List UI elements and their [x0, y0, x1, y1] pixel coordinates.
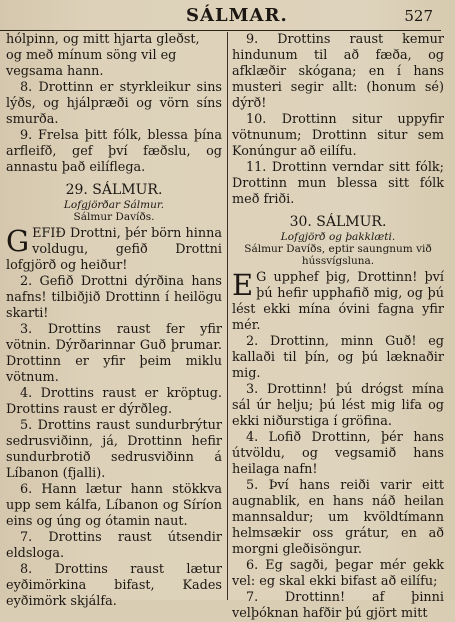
psalm-subtitle: Lofgjörðar Sálmur.: [63, 199, 165, 211]
running-title: SÁLMAR.: [186, 5, 288, 26]
psalm-opening: [6, 226, 222, 274]
verse: 7. Drottinn! af þinni velþóknan hafðir þú gjört mitt: [232, 590, 444, 621]
psalm-subtitle: Lofgjörð og þakklæti.: [280, 231, 396, 243]
verse: 10. Drottinn situr uppyfir vötnunum; Drottinn situr sem Konúngur að eilífu.: [232, 112, 444, 159]
verse: 3. Drottinn! þú drógst mína sál úr helju; þú lést mig lifa og ekki niðurstiga í gröfina.: [232, 382, 444, 429]
verse: 5. Því hans reiði varir eitt augnablik, en hans náð heilan mannsaldur; um kvöldtímann helmsækir oss grátur, en að morgni gleðisöngur.: [232, 478, 444, 557]
header-rule: [0, 30, 441, 31]
opening-text: G upphef þig, Drottinn! því þú hefir upphafið mig, og þú lést ekki mína óvini fagna yfir mér.: [232, 270, 444, 333]
verse: 9. Frelsa þitt fólk, blessa þína arfleifð, gef því fæðslu, og annastu það eilíflega.: [6, 128, 222, 175]
carryover-line: vegsama hann.: [6, 64, 104, 79]
carryover-line: og með mínum söng vil eg: [6, 48, 177, 63]
verse: 3. Drottins raust fer yfir vötnin. Dýrðarinnar Guð þrumar. Drottinn er yfir þeim miklu vötnum.: [6, 322, 222, 385]
carryover-line: hólpinn, og mitt hjarta gleðst,: [6, 32, 200, 47]
verse: 2. Gefið Drottni dýrðina hans nafns! tilbiðjið Drottinn í heilögu skarti!: [6, 274, 222, 321]
psalm-author: Sálmur Davíðs.: [73, 211, 155, 223]
column-divider: [227, 32, 228, 600]
page-number: 527: [404, 7, 433, 25]
drop-cap: G: [6, 224, 30, 258]
verse: 8. Drottins raust lætur eyðimörkina bifast, Kades eyðimörk skjálfa.: [6, 562, 222, 609]
page-header: [0, 3, 455, 29]
drop-cap: E: [232, 268, 254, 302]
verse: 4. Lofið Drottinn, þér hans útvöldu, og vegsamið hans heilaga nafn!: [232, 430, 444, 477]
verse: 7. Drottins raust útsendir eldsloga.: [6, 530, 222, 561]
verse: 6. Hann lætur hann stökkva upp sem kálfa, Líbanon og Síríon eins og úng og ótamin naut.: [6, 482, 222, 529]
verse: 2. Drottinn, minn Guð! eg kallaði til þín, og þú læknaðir mig.: [232, 334, 444, 381]
opening-text: EFIÐ Drottni, þér börn hinna voldugu, gefið Drottni lofgjörð og heiður!: [6, 226, 222, 273]
verse: 9. Drottins raust kemur hindunum til að fæða, og afklæðir skógana; en í hans musteri segir allt: (honum sé) dýrð!: [232, 32, 444, 111]
psalm-title: 30. SÁLMUR.: [289, 214, 387, 230]
verse: 5. Drottins raust sundurbrýtur sedrusviðinn, já, Drottinn hefir sundurbrotið sedrusviðinn á Líbanon (fjalli).: [6, 418, 222, 481]
verse: 6. Eg sagði, þegar mér gekk vel: eg skal ekki bifast að eilífu;: [232, 558, 444, 589]
verse: 11. Drottinn verndar sitt fólk; Drottinn mun blessa sitt fólk með friði.: [232, 160, 444, 207]
verse: 8. Drottinn er styrkleikur sins lýðs, og hjálpræði og vörn síns smurða.: [6, 80, 222, 127]
left-column: [6, 32, 222, 610]
psalm-title: 29. SÁLMUR.: [65, 182, 163, 198]
right-column: [232, 32, 444, 622]
psalm-opening: [232, 270, 444, 334]
verse: 4. Drottins raust er kröptug. Drottins raust er dýrðleg.: [6, 386, 222, 417]
psalm-author: Sálmur Davíðs, eptir saungnum við hússvígsluna.: [244, 243, 432, 267]
